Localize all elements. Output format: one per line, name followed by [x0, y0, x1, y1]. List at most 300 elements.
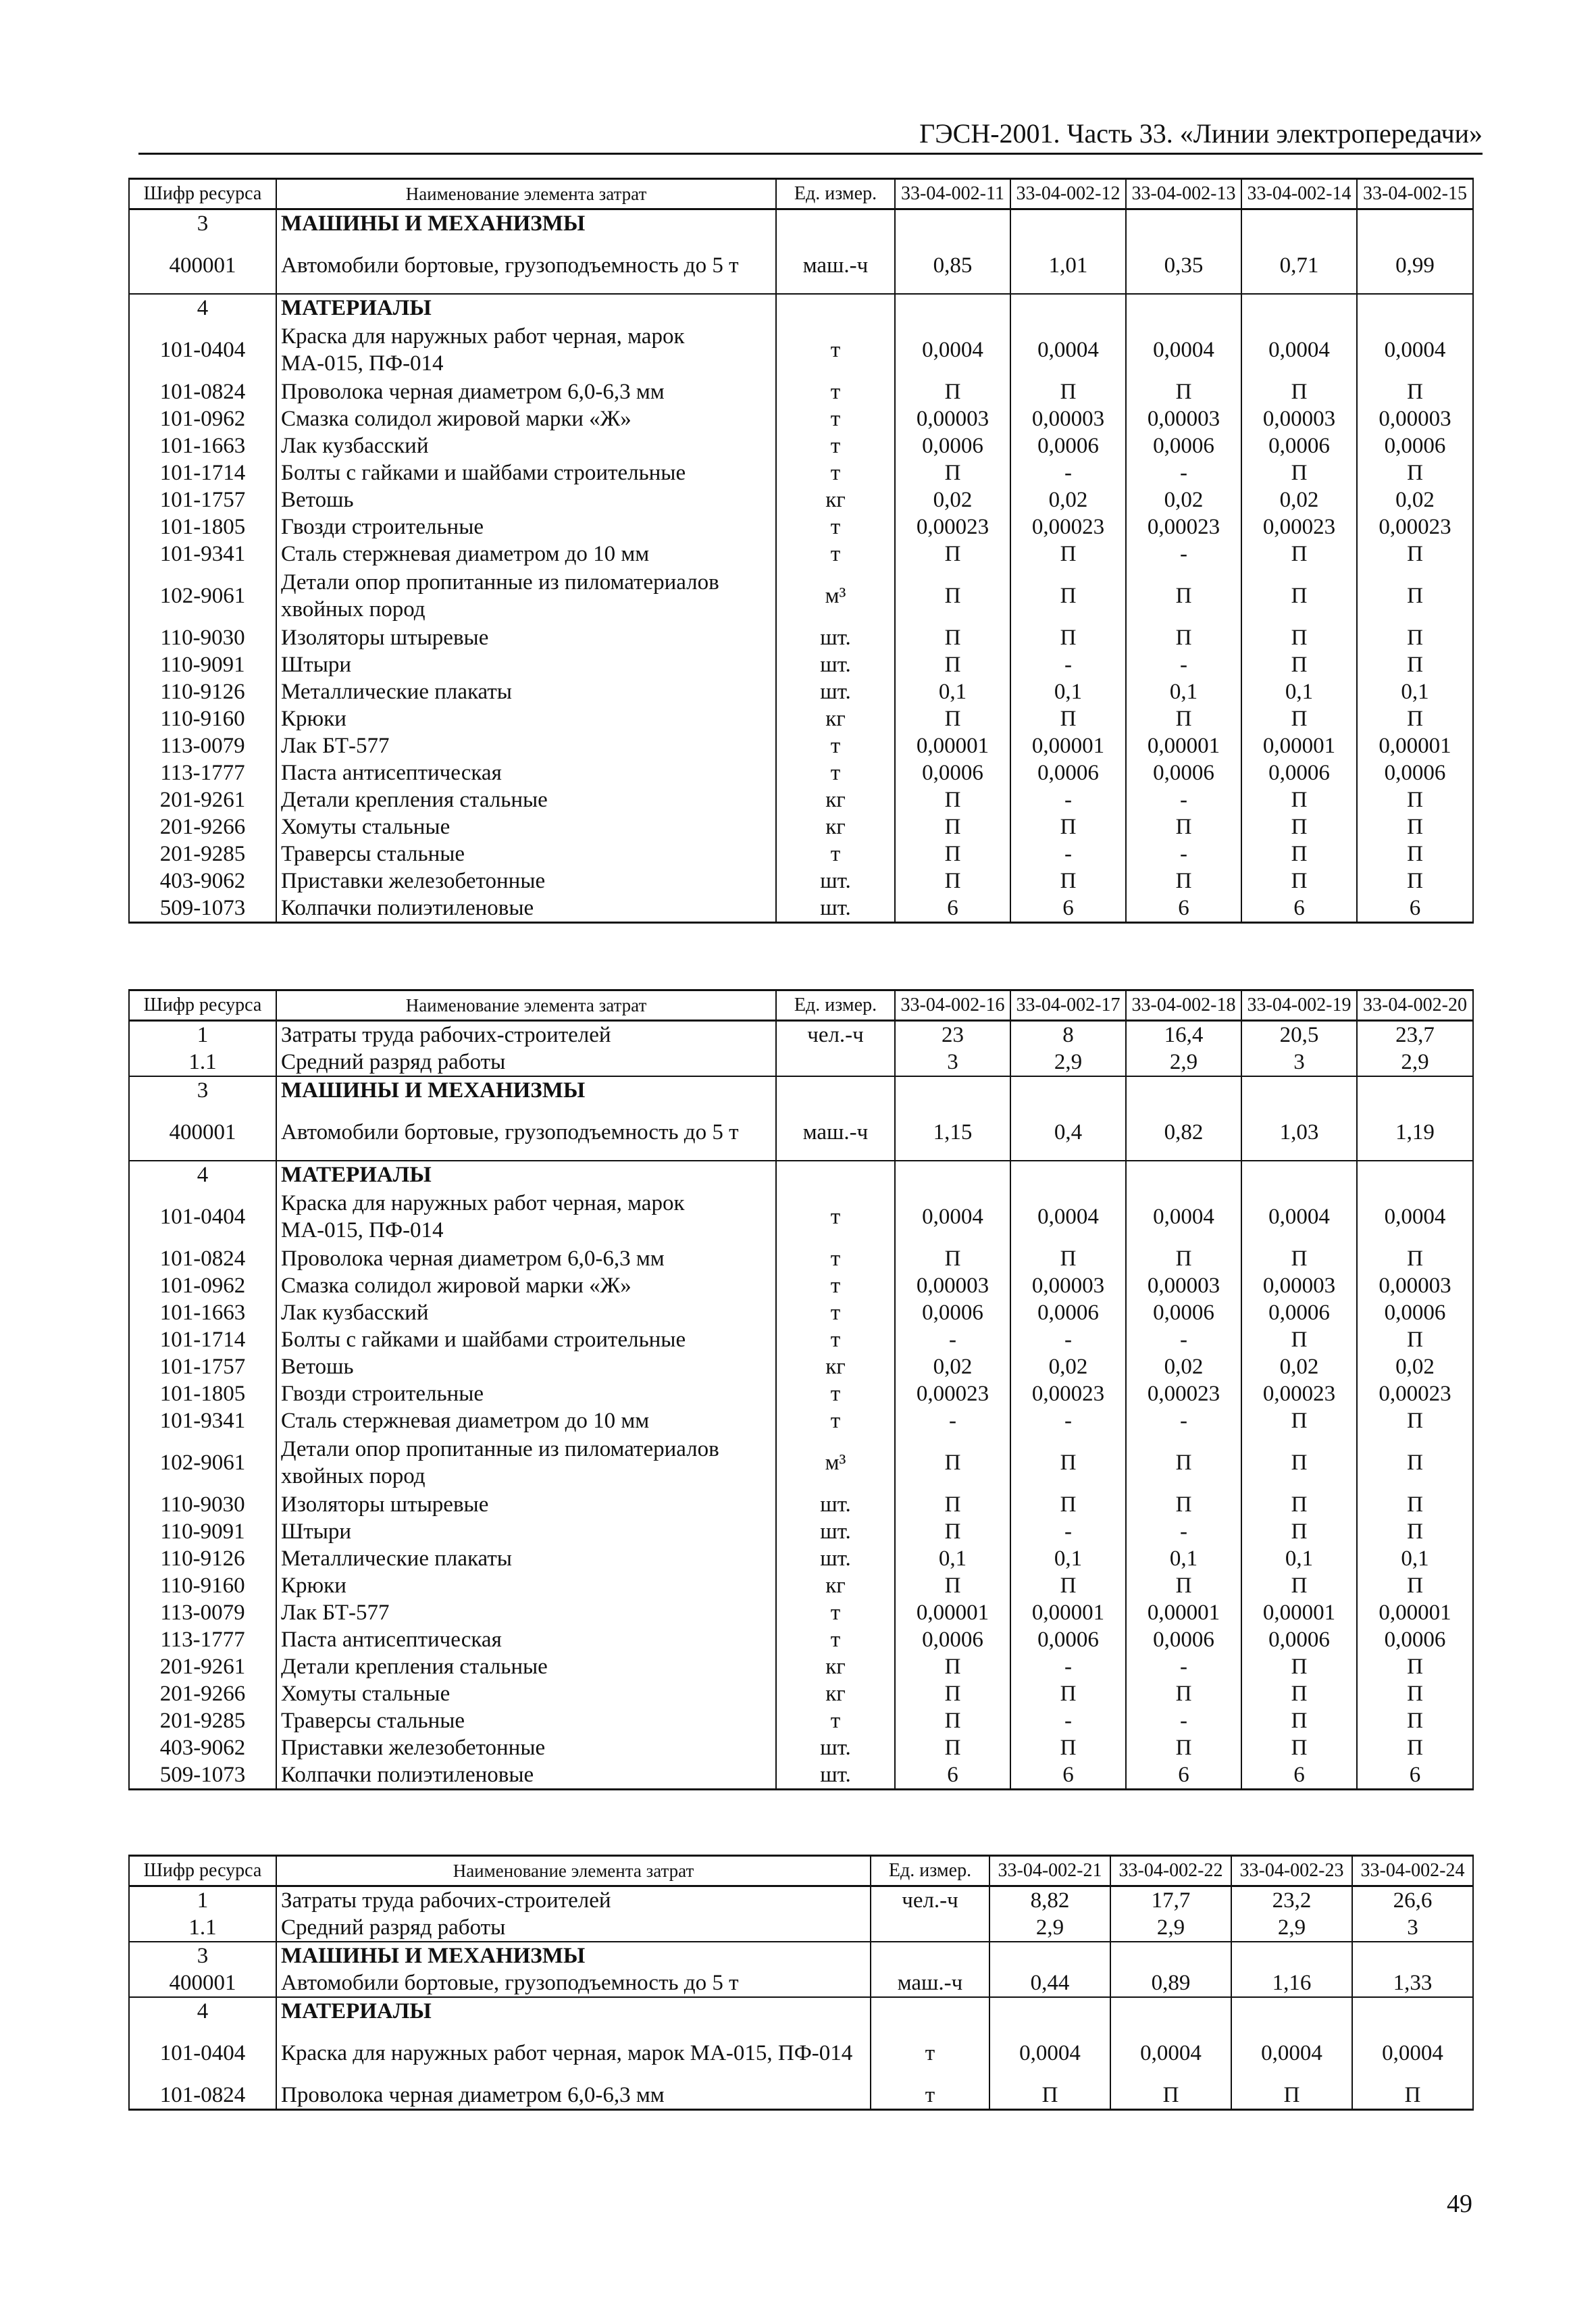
resource-code: 4: [129, 294, 276, 322]
table-row: [129, 759, 1473, 786]
resource-value: [989, 1997, 1110, 2025]
resource-value: -: [1126, 840, 1241, 867]
resource-name: Сталь стержневая диаметром до 10 мм: [276, 540, 776, 568]
resource-code: 4: [129, 1161, 276, 1188]
resource-name: МАТЕРИАЛЫ: [276, 1997, 871, 2025]
resource-value: 1,15: [895, 1104, 1010, 1161]
resource-value: П: [1010, 624, 1126, 651]
resource-code: 201-9285: [129, 1707, 276, 1734]
resource-name: Изоляторы штыревые: [276, 1491, 776, 1518]
resource-value: 0,0004: [1126, 1188, 1241, 1245]
table-row: [129, 1491, 1473, 1518]
resource-code: 403-9062: [129, 1734, 276, 1761]
resource-unit: т: [776, 459, 895, 486]
resource-value: -: [1126, 1653, 1241, 1680]
resource-value: 8,82: [989, 1886, 1110, 1915]
resource-value: -: [1126, 1407, 1241, 1434]
resource-value: 0,0004: [1010, 322, 1126, 378]
resource-value: П: [1126, 1434, 1241, 1491]
section-row: [129, 1942, 1473, 1969]
resource-code: 110-9160: [129, 705, 276, 732]
resource-value: 0,0004: [1241, 1188, 1357, 1245]
table-row: [129, 1049, 1473, 1076]
resource-value: П: [1231, 2082, 1352, 2110]
resource-unit: кг: [776, 1572, 895, 1599]
resource-unit: маш.-ч: [776, 1104, 895, 1161]
resource-value: 0,0006: [895, 759, 1010, 786]
header-norm-code: 33-04-002-23: [1231, 1856, 1352, 1886]
resource-value: П: [1357, 651, 1473, 678]
resource-value: 3: [1352, 1914, 1473, 1942]
resource-value: П: [1241, 1518, 1357, 1545]
table-row: [129, 1886, 1473, 1915]
resource-name: Лак БТ-577: [276, 1599, 776, 1626]
resource-unit: т: [776, 1299, 895, 1326]
resource-value: 0,71: [1241, 237, 1357, 294]
section-row: [129, 1161, 1473, 1188]
resource-value: П: [1241, 1572, 1357, 1599]
resource-value: П: [1357, 378, 1473, 405]
resource-value: 0,0004: [1010, 1188, 1126, 1245]
resource-code: 101-9341: [129, 540, 276, 568]
resource-code: 101-1663: [129, 432, 276, 459]
resource-value: П: [895, 1572, 1010, 1599]
resource-value: П: [989, 2082, 1110, 2110]
resource-value: 0,0004: [1357, 1188, 1473, 1245]
resource-name: Хомуты стальные: [276, 1680, 776, 1707]
resource-value: -: [1010, 1707, 1126, 1734]
resource-code: 101-1757: [129, 1353, 276, 1380]
table-row: [129, 1545, 1473, 1572]
resource-value: 2,9: [1231, 1914, 1352, 1942]
resource-unit: т: [776, 1626, 895, 1653]
resource-value: П: [1241, 459, 1357, 486]
resource-value: -: [1010, 840, 1126, 867]
resource-value: П: [1010, 1680, 1126, 1707]
resource-value: П: [1241, 540, 1357, 568]
resource-code: 400001: [129, 1104, 276, 1161]
resource-value: 0,0006: [1010, 432, 1126, 459]
resource-name: Автомобили бортовые, грузоподъемность до 5 т: [276, 237, 776, 294]
resource-name: Гвозди строительные: [276, 513, 776, 540]
resource-unit: шт.: [776, 651, 895, 678]
resource-value: 0,1: [1126, 1545, 1241, 1572]
resource-value: П: [1126, 1572, 1241, 1599]
resource-value: П: [1241, 1245, 1357, 1272]
resource-value: П: [895, 786, 1010, 813]
resource-unit: кг: [776, 705, 895, 732]
resource-value: [1357, 1161, 1473, 1188]
resource-unit: т: [776, 1188, 895, 1245]
resource-unit: [776, 1049, 895, 1076]
table-row: [129, 2082, 1473, 2110]
resource-unit: [776, 1161, 895, 1188]
resource-value: 0,0006: [1241, 432, 1357, 459]
table-row: [129, 1245, 1473, 1272]
resource-value: 1,01: [1010, 237, 1126, 294]
resource-name: Краска для наружных работ черная, марок МА-015, ПФ-014: [276, 1188, 776, 1245]
resource-value: [1110, 1942, 1231, 1969]
resource-unit: шт.: [776, 895, 895, 923]
resource-value: 0,00003: [1010, 1272, 1126, 1299]
resource-value: П: [1010, 378, 1126, 405]
resource-value: 0,00023: [1010, 513, 1126, 540]
resource-value: П: [1010, 813, 1126, 840]
resource-name: Болты с гайками и шайбами строительные: [276, 459, 776, 486]
resource-value: [895, 294, 1010, 322]
table-row: [129, 1434, 1473, 1491]
resource-value: П: [1357, 1407, 1473, 1434]
table-row: [129, 1299, 1473, 1326]
resource-value: 0,02: [1126, 1353, 1241, 1380]
resource-value: 0,0006: [1357, 432, 1473, 459]
resource-value: -: [1010, 1407, 1126, 1434]
resource-code: 201-9261: [129, 1653, 276, 1680]
resource-value: 2,9: [1010, 1049, 1126, 1076]
resource-code: 400001: [129, 1969, 276, 1997]
header-name: Наименование элемента затрат: [276, 1856, 871, 1886]
resource-value: [1357, 294, 1473, 322]
resource-name: Лак БТ-577: [276, 732, 776, 759]
resource-value: 0,00001: [1126, 1599, 1241, 1626]
resource-name: Краска для наружных работ черная, марок МА-015, ПФ-014: [276, 322, 776, 378]
resource-unit: шт.: [776, 867, 895, 895]
resource-value: П: [1357, 786, 1473, 813]
table-row: [129, 378, 1473, 405]
resource-name: Лак кузбасский: [276, 1299, 776, 1326]
resource-value: 0,00023: [895, 1380, 1010, 1407]
resource-value: [1241, 294, 1357, 322]
resource-value: 6: [1241, 1761, 1357, 1790]
resource-value: П: [1126, 624, 1241, 651]
resource-value: [1241, 1161, 1357, 1188]
table-row: [129, 1707, 1473, 1734]
resource-value: П: [1241, 867, 1357, 895]
resource-value: -: [1010, 786, 1126, 813]
resource-name: Краска для наружных работ черная, марок МА-015, ПФ-014: [276, 2025, 871, 2082]
resource-value: П: [1110, 2082, 1231, 2110]
resource-value: П: [1010, 1434, 1126, 1491]
resource-unit: [776, 209, 895, 238]
resource-unit: шт.: [776, 1734, 895, 1761]
resource-code: 110-9160: [129, 1572, 276, 1599]
table-row: [129, 1272, 1473, 1299]
resource-value: П: [1352, 2082, 1473, 2110]
resource-value: 0,35: [1126, 237, 1241, 294]
resource-value: 0,00003: [895, 1272, 1010, 1299]
table-row: [129, 786, 1473, 813]
header-code: Шифр ресурса: [129, 990, 276, 1021]
resource-code: 102-9061: [129, 1434, 276, 1491]
resource-value: 0,00001: [895, 1599, 1010, 1626]
resource-name: Хомуты стальные: [276, 813, 776, 840]
resource-value: 0,0006: [1126, 1626, 1241, 1653]
resource-unit: чел.-ч: [776, 1021, 895, 1049]
resource-value: 6: [1357, 895, 1473, 923]
resource-value: П: [1010, 867, 1126, 895]
resource-name: Приставки железобетонные: [276, 1734, 776, 1761]
table-row: [129, 840, 1473, 867]
table-row: [129, 732, 1473, 759]
resource-value: 0,00023: [1357, 513, 1473, 540]
header-norm-code: 33-04-002-18: [1126, 990, 1241, 1021]
header-norm-code: 33-04-002-14: [1241, 179, 1357, 209]
resource-value: -: [1010, 1326, 1126, 1353]
resource-value: П: [1357, 867, 1473, 895]
resource-unit: м³: [776, 568, 895, 624]
resource-value: П: [1241, 1491, 1357, 1518]
table-row: [129, 1680, 1473, 1707]
resource-code: 110-9091: [129, 651, 276, 678]
resource-value: 2,9: [1126, 1049, 1241, 1076]
resource-value: 0,82: [1126, 1104, 1241, 1161]
resource-value: П: [1241, 1653, 1357, 1680]
resource-name: МАШИНЫ И МЕХАНИЗМЫ: [276, 209, 776, 238]
resource-value: 2,9: [1110, 1914, 1231, 1942]
resource-value: 0,0006: [895, 432, 1010, 459]
resource-name: Штыри: [276, 1518, 776, 1545]
resource-value: [989, 1942, 1110, 1969]
resource-value: [895, 209, 1010, 238]
resource-value: П: [1126, 867, 1241, 895]
resource-value: -: [1126, 786, 1241, 813]
resource-value: 0,00003: [895, 405, 1010, 432]
table-row: [129, 1914, 1473, 1942]
resource-code: 101-0404: [129, 2025, 276, 2082]
resource-name: Ветошь: [276, 1353, 776, 1380]
resource-value: 1,16: [1231, 1969, 1352, 1997]
resource-value: П: [1126, 1491, 1241, 1518]
resource-code: 101-1805: [129, 513, 276, 540]
resource-value: П: [1357, 1734, 1473, 1761]
resource-value: П: [895, 1680, 1010, 1707]
resource-value: П: [895, 840, 1010, 867]
table-row: [129, 678, 1473, 705]
resource-value: 0,02: [1010, 1353, 1126, 1380]
table-row: [129, 1572, 1473, 1599]
resource-value: П: [1126, 568, 1241, 624]
resource-unit: т: [776, 1380, 895, 1407]
resource-value: 0,0004: [1241, 322, 1357, 378]
resource-name: Крюки: [276, 1572, 776, 1599]
resource-value: 23,7: [1357, 1021, 1473, 1049]
resource-value: 0,0006: [1357, 1299, 1473, 1326]
resource-value: 1,03: [1241, 1104, 1357, 1161]
resource-code: 101-0824: [129, 378, 276, 405]
resource-value: П: [1126, 813, 1241, 840]
resource-value: 0,1: [1010, 1545, 1126, 1572]
resource-value: -: [1010, 459, 1126, 486]
resource-value: 6: [1126, 895, 1241, 923]
resource-value: П: [1357, 1326, 1473, 1353]
resource-value: [1010, 209, 1126, 238]
resource-code: 101-0824: [129, 2082, 276, 2110]
resource-code: 113-1777: [129, 1626, 276, 1653]
table-row: [129, 1021, 1473, 1049]
resource-value: 0,02: [1241, 486, 1357, 513]
table-row: [129, 1734, 1473, 1761]
resource-value: 0,00023: [1357, 1380, 1473, 1407]
resource-code: 101-1805: [129, 1380, 276, 1407]
resource-code: 3: [129, 1076, 276, 1104]
resource-value: -: [1010, 1518, 1126, 1545]
resource-value: -: [1126, 1518, 1241, 1545]
table-row: [129, 513, 1473, 540]
resource-code: 4: [129, 1997, 276, 2025]
resource-value: 0,4: [1010, 1104, 1126, 1161]
resource-unit: т: [871, 2082, 989, 2110]
table-row: [129, 459, 1473, 486]
resource-value: [1010, 294, 1126, 322]
resource-value: 0,0004: [989, 2025, 1110, 2082]
resource-value: 0,0006: [1010, 1299, 1126, 1326]
resource-unit: т: [776, 1407, 895, 1434]
resource-value: П: [1357, 1680, 1473, 1707]
resource-name: Сталь стержневая диаметром до 10 мм: [276, 1407, 776, 1434]
header-norm-code: 33-04-002-19: [1241, 990, 1357, 1021]
table-row: [129, 486, 1473, 513]
resource-value: 23: [895, 1021, 1010, 1049]
header-norm-code: 33-04-002-17: [1010, 990, 1126, 1021]
resource-value: 0,00003: [1357, 405, 1473, 432]
header-norm-code: 33-04-002-21: [989, 1856, 1110, 1886]
resource-code: 3: [129, 1942, 276, 1969]
resource-value: П: [1357, 1491, 1473, 1518]
resource-value: П: [1241, 568, 1357, 624]
resource-value: П: [1010, 1734, 1126, 1761]
resource-name: Приставки железобетонные: [276, 867, 776, 895]
resource-unit: кг: [776, 813, 895, 840]
resource-value: 0,00003: [1241, 405, 1357, 432]
table-row: [129, 1326, 1473, 1353]
resource-unit: шт.: [776, 678, 895, 705]
resource-value: 6: [895, 895, 1010, 923]
resource-name: Проволока черная диаметром 6,0-6,3 мм: [276, 2082, 871, 2110]
table-row: [129, 405, 1473, 432]
resource-value: 0,0006: [1241, 1299, 1357, 1326]
resource-code: 101-0962: [129, 1272, 276, 1299]
resource-value: [895, 1076, 1010, 1104]
resource-value: 0,0006: [1126, 432, 1241, 459]
resource-unit: т: [776, 322, 895, 378]
header-rule: [138, 153, 1483, 155]
resource-code: 509-1073: [129, 1761, 276, 1790]
resource-name: Детали опор пропитанные из пиломатериалов хвойных пород: [276, 568, 776, 624]
resource-value: П: [1010, 1245, 1126, 1272]
header-norm-code: 33-04-002-24: [1352, 1856, 1473, 1886]
resource-unit: кг: [776, 1353, 895, 1380]
table-row: [129, 1104, 1473, 1161]
resource-code: 101-1714: [129, 1326, 276, 1353]
header-unit: Ед. измер.: [871, 1856, 989, 1886]
resource-name: Средний разряд работы: [276, 1049, 776, 1076]
resource-value: 0,0006: [895, 1299, 1010, 1326]
resource-value: 0,99: [1357, 237, 1473, 294]
resource-value: П: [895, 568, 1010, 624]
resource-value: 20,5: [1241, 1021, 1357, 1049]
resource-name: Колпачки полиэтиленовые: [276, 895, 776, 923]
resource-code: 110-9126: [129, 1545, 276, 1572]
resource-value: [1357, 1076, 1473, 1104]
section-row: [129, 294, 1473, 322]
resource-value: П: [1010, 1491, 1126, 1518]
header-norm-code: 33-04-002-15: [1357, 179, 1473, 209]
resource-value: [1241, 209, 1357, 238]
resource-value: 2,9: [989, 1914, 1110, 1942]
resource-value: П: [1357, 624, 1473, 651]
table-row: [129, 651, 1473, 678]
resource-value: П: [1241, 1407, 1357, 1434]
resource-value: 0,00003: [1126, 405, 1241, 432]
resource-code: 101-0404: [129, 322, 276, 378]
resource-code: 201-9285: [129, 840, 276, 867]
resource-code: 101-1663: [129, 1299, 276, 1326]
resource-value: 0,00001: [1126, 732, 1241, 759]
resource-value: 16,4: [1126, 1021, 1241, 1049]
resource-value: 0,85: [895, 237, 1010, 294]
resource-code: 102-9061: [129, 568, 276, 624]
section-row: [129, 209, 1473, 238]
resource-value: 0,00001: [895, 732, 1010, 759]
resource-value: П: [895, 813, 1010, 840]
resource-value: П: [1241, 705, 1357, 732]
resource-value: 0,0004: [1126, 322, 1241, 378]
resource-name: Траверсы стальные: [276, 840, 776, 867]
resource-value: П: [1241, 1326, 1357, 1353]
resource-value: 0,0004: [895, 322, 1010, 378]
resource-value: П: [1357, 1245, 1473, 1272]
resource-unit: т: [776, 378, 895, 405]
resource-name: Смазка солидол жировой марки «Ж»: [276, 405, 776, 432]
resource-value: [1126, 1161, 1241, 1188]
resource-name: Ветошь: [276, 486, 776, 513]
resource-value: П: [1241, 1680, 1357, 1707]
resource-value: 0,0004: [1110, 2025, 1231, 2082]
resource-value: 6: [1010, 1761, 1126, 1790]
resource-name: МАТЕРИАЛЫ: [276, 294, 776, 322]
header-code: Шифр ресурса: [129, 1856, 276, 1886]
resource-value: 0,0006: [1241, 1626, 1357, 1653]
resource-unit: т: [776, 1272, 895, 1299]
resource-value: П: [1126, 1680, 1241, 1707]
section-row: [129, 1076, 1473, 1104]
resource-code: 201-9266: [129, 1680, 276, 1707]
resource-name: Лак кузбасский: [276, 432, 776, 459]
table-row: [129, 568, 1473, 624]
resource-value: [1357, 209, 1473, 238]
resource-code: 101-1714: [129, 459, 276, 486]
resource-value: 0,0004: [1352, 2025, 1473, 2082]
resource-value: П: [1241, 624, 1357, 651]
resource-name: Гвозди строительные: [276, 1380, 776, 1407]
resource-value: П: [1010, 1572, 1126, 1599]
resource-value: 0,0006: [1126, 1299, 1241, 1326]
resource-value: 0,02: [1357, 486, 1473, 513]
resource-table-1: [128, 178, 1474, 924]
resource-value: 6: [1241, 895, 1357, 923]
resource-name: Детали крепления стальные: [276, 1653, 776, 1680]
table-row: [129, 1969, 1473, 1997]
resource-value: 0,02: [895, 1353, 1010, 1380]
resource-value: П: [895, 1518, 1010, 1545]
resource-unit: т: [776, 1245, 895, 1272]
resource-value: П: [895, 1653, 1010, 1680]
resource-name: Штыри: [276, 651, 776, 678]
resource-code: 201-9261: [129, 786, 276, 813]
resource-value: 3: [1241, 1049, 1357, 1076]
table-row: [129, 1599, 1473, 1626]
resource-code: 400001: [129, 237, 276, 294]
